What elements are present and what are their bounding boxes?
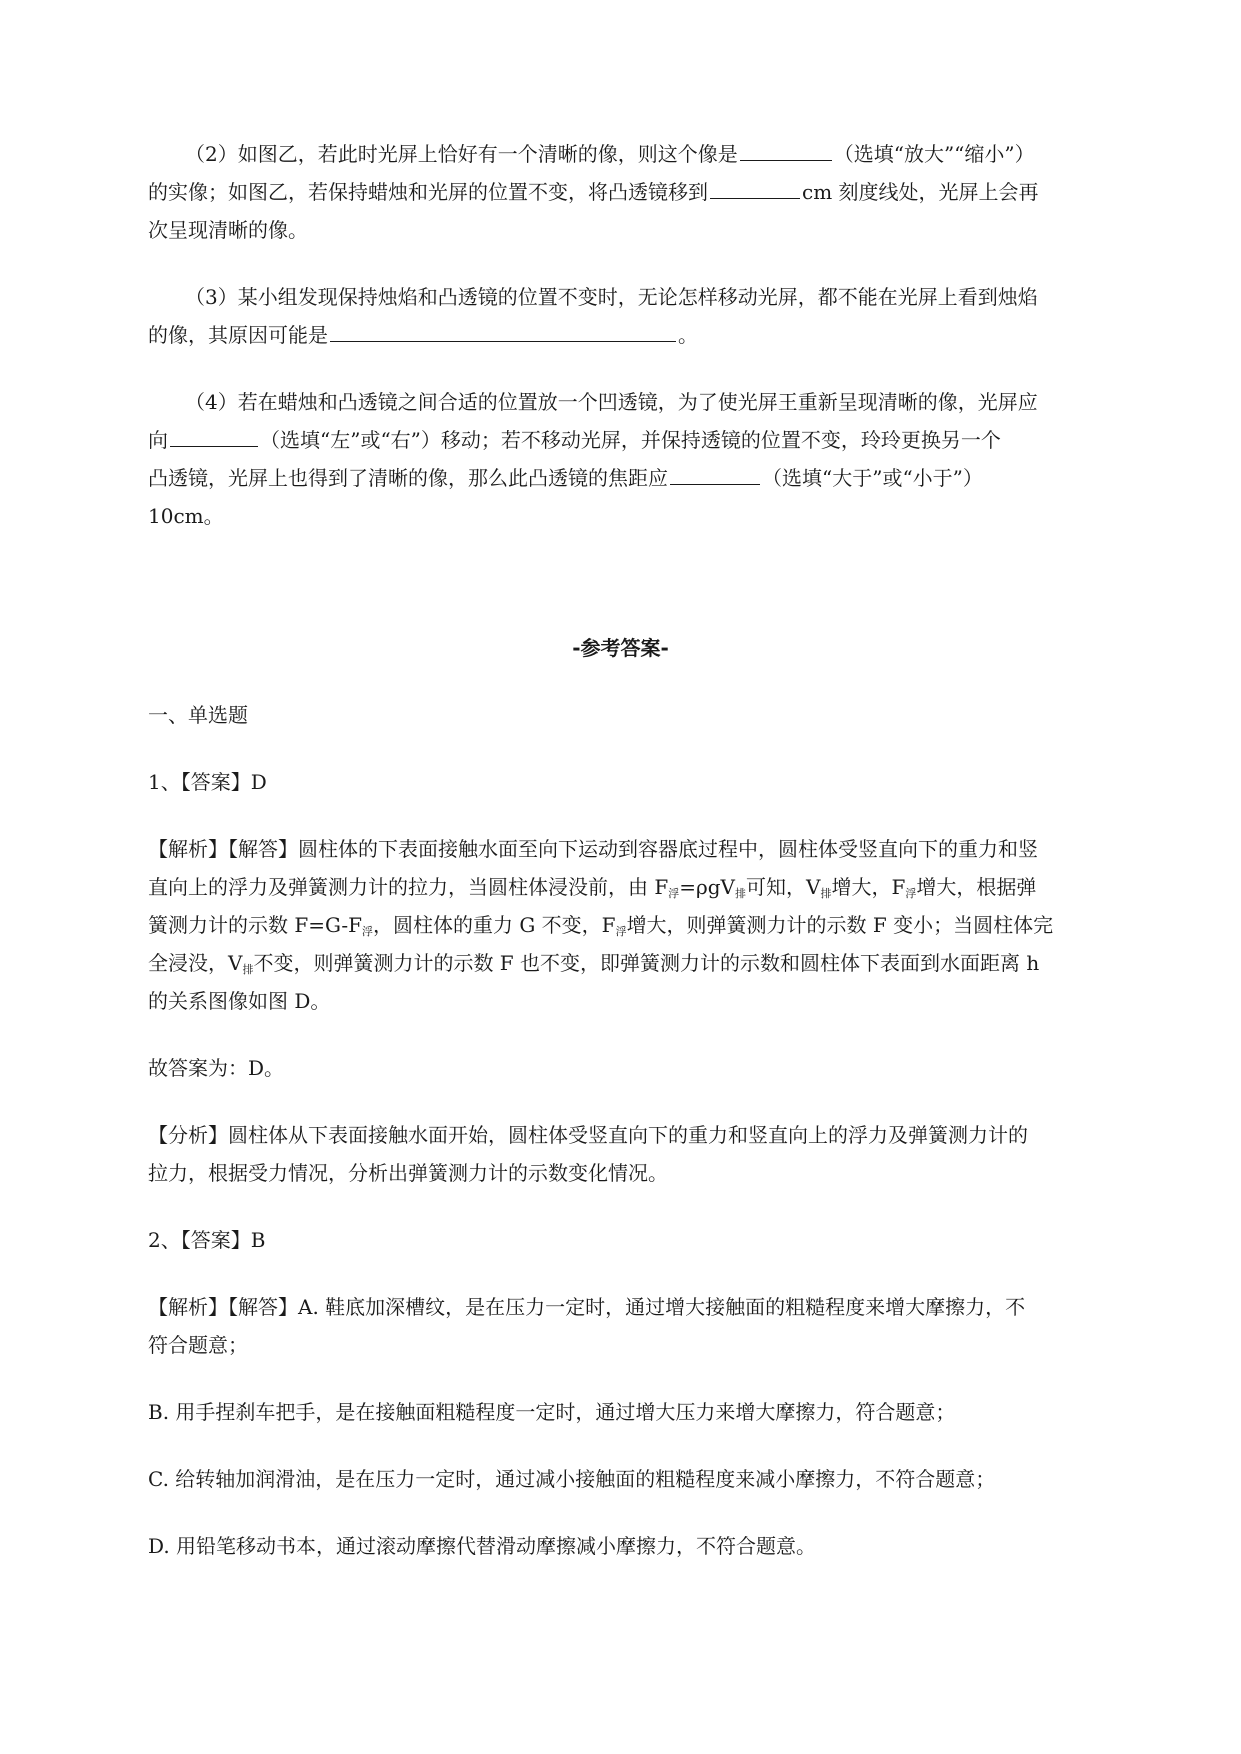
q4-text: 向	[148, 428, 168, 452]
answer-blank	[170, 426, 258, 447]
q4-line-4	[148, 502, 224, 530]
answer-blank	[710, 178, 800, 199]
q2-line-1	[185, 140, 1035, 168]
subscript: 排	[735, 887, 746, 900]
subscript: 浮	[361, 925, 373, 938]
q3-line-2	[148, 321, 698, 349]
answers-heading: -参考答案-	[572, 636, 669, 660]
q2-text: 次呈现清晰的像。	[148, 218, 308, 242]
answer-1-explain-line-3	[148, 911, 1053, 946]
q2-line-2	[148, 178, 1039, 206]
q4-text: （4）若在蜡烛和凸透镜之间合适的位置放一个凹透镜，为了使光屏王重新呈现清晰的像，光屏应	[185, 390, 1038, 414]
q2-text: 的实像；如图乙，若保持蜡烛和光屏的位置不变，将凸透镜移到	[148, 180, 708, 204]
answer-2-option-b: B. 用手捏刹车把手，是在接触面粗糙程度一定时，通过增大压力来增大摩擦力，符合题意；	[148, 1400, 956, 1424]
subscript: 浮	[615, 925, 627, 938]
answer-1-analysis-line-1	[148, 1121, 1028, 1149]
analysis-text: 【分析】圆柱体从下表面接触水面开始，圆柱体受竖直向下的重力和竖直向上的浮力及弹簧测力计的	[148, 1123, 1028, 1147]
subscript: 浮	[905, 887, 917, 900]
answer-1-title: 1、【答案】D	[148, 770, 267, 794]
explain-text: ，圆柱体的重力 G 不变，F	[372, 913, 616, 937]
answer-1-conclusion: 故答案为：D。	[148, 1056, 285, 1080]
explain-text: 直向上的浮力及弹簧测力计的拉力，当圆柱体浸没前，由 F	[148, 875, 669, 899]
q3-line-1	[185, 283, 1038, 311]
subscript: 排	[820, 887, 832, 900]
answer-2-option-c: C. 给转轴加润滑油，是在压力一定时，通过减小接触面的粗糙程度来减小摩擦力，不符合题意；	[148, 1467, 996, 1491]
analysis-text: 拉力，根据受力情况，分析出弹簧测力计的示数变化情况。	[148, 1161, 668, 1185]
q4-text: 凸透镜，光屏上也得到了清晰的像，那么此凸透镜的焦距应	[148, 466, 668, 490]
q2-text: （选填“放大”“缩小”）	[833, 142, 1035, 166]
explain-text: 的关系图像如图 D。	[148, 989, 331, 1013]
answer-1-analysis-line-2	[148, 1159, 668, 1187]
answer-blank	[740, 140, 832, 161]
explain-text: =ρgV	[679, 875, 735, 899]
explain-text: 增大，根据弹	[916, 875, 1037, 899]
explain-text: 不变，则弹簧测力计的示数 F 也不变，即弹簧测力计的示数和圆柱体下表面到水面距离 h	[253, 951, 1040, 975]
subscript: 浮	[668, 887, 680, 900]
explain-text: 【解析】【解答】A. 鞋底加深槽纹，是在压力一定时，通过增大接触面的粗糙程度来增大摩擦力，不	[148, 1295, 1026, 1319]
answer-2-option-d: D. 用铅笔移动书本，通过滚动摩擦代替滑动摩擦减小摩擦力，不符合题意。	[148, 1534, 817, 1558]
explain-text: 增大，F	[831, 875, 906, 899]
q3-text: 的像，其原因可能是	[148, 323, 328, 347]
q4-text: 10cm。	[148, 504, 224, 528]
answer-1-explain-line-5	[148, 987, 330, 1015]
subscript: 排	[242, 963, 254, 976]
answer-1-explain-line-2	[148, 873, 1036, 908]
answer-1-explain-line-4	[148, 949, 1039, 984]
explain-text: 增大，则弹簧测力计的示数 F 变小；当圆柱体完	[626, 913, 1054, 937]
q4-line-2	[148, 426, 1001, 454]
explain-text: 可知，V	[746, 875, 821, 899]
answer-2-title: 2、【答案】B	[148, 1228, 266, 1252]
q2-line-3	[148, 216, 308, 244]
answer-blank	[670, 464, 760, 485]
answer-blank	[330, 321, 676, 342]
explain-text: 全浸没，V	[148, 951, 243, 975]
q4-line-3	[148, 464, 983, 492]
q2-text: cm 刻度线处，光屏上会再	[802, 180, 1039, 204]
explain-text: 【解析】【解答】圆柱体的下表面接触水面至向下运动到容器底过程中，圆柱体受竖直向下的重力和竖	[148, 837, 1038, 861]
q3-text: 。	[678, 323, 698, 347]
q3-text: （3）某小组发现保持烛焰和凸透镜的位置不变时，无论怎样移动光屏，都不能在光屏上看到烛焰	[185, 285, 1038, 309]
explain-text: 簧测力计的示数 F=G-F	[148, 913, 362, 937]
q2-text: （2）如图乙，若此时光屏上恰好有一个清晰的像，则这个像是	[185, 142, 738, 166]
answer-1-explain-line-1	[148, 835, 1038, 863]
answer-2-explain-line-2	[148, 1331, 248, 1359]
explain-text: 符合题意；	[148, 1333, 248, 1357]
q4-text: （选填“大于”或“小于”）	[762, 466, 983, 490]
q4-line-1	[185, 388, 1038, 416]
section-title: 一、单选题	[148, 703, 248, 727]
q4-text: （选填“左”或“右”）移动；若不移动光屏，并保持透镜的位置不变，玲玲更换另一个	[260, 428, 1001, 452]
answer-2-explain-line-1	[148, 1293, 1025, 1321]
